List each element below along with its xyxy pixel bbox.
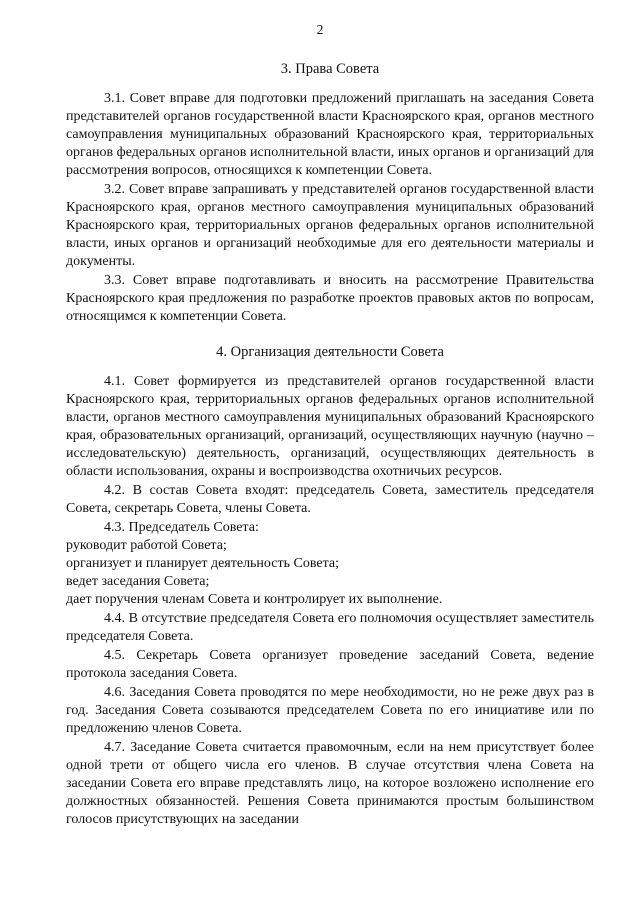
paragraph-4-1: 4.1. Совет формируется из представителей органов государственной власти Красноярского края, территориальных органов федеральных органов исполнительной власти, органов местного самоуправления муниципальных образований Красноярского края, образовательных организаций, организаций, осуществляющих научную (научно – исследовательскую) деятельность, организаций, осуществляющих деятельность в области использования, охраны и воспроизводства охотничьих ресурсов.	[66, 374, 594, 479]
paragraph-4-7: 4.7. Заседание Совета считается правомочным, если на нем присутствует более одной трети от общего числа его членов. В случае отсутствия члена Совета на заседании Совета его вправе представлять лицо, на которое возложено исполнение его должностных обязанностей. Решения Совета принимаются простым большинством голосов присутствующих на заседании	[66, 740, 594, 827]
paragraph-4-5: 4.5. Секретарь Совета организует проведение заседаний Совета, ведение протокола заседания Совета.	[66, 648, 594, 681]
chairman-duty-item: дает поручения членам Совета и контролирует их выполнение.	[66, 592, 443, 607]
paragraph-3-2: 3.2. Совет вправе запрашивать у представителей органов государственной власти Красноярского края, органов местного самоуправления муниципальных образований Красноярского края, территориальных органов федеральных органов исполнительной власти, иных органов и организаций необходимые для его деятельности материалы и документы.	[66, 182, 594, 269]
chairman-duty-item: ведет заседания Совета;	[66, 574, 210, 589]
paragraph-4-4: 4.4. В отсутствие председателя Совета его полномочия осуществляет заместитель председателя Совета.	[66, 611, 594, 644]
page-number: 2	[316, 22, 324, 37]
paragraph-3-3: 3.3. Совет вправе подготавливать и вносить на рассмотрение Правительства Красноярского края предложения по разработке проектов правовых актов по вопросам, относящимся к компетенции Совета.	[66, 273, 594, 324]
chairman-duty-item: организует и планирует деятельность Совета;	[66, 556, 339, 571]
section-3-heading: 3. Права Совета	[280, 61, 380, 77]
chairman-duty-item: руководит работой Совета;	[66, 538, 227, 553]
paragraph-4-3: 4.3. Председатель Совета:	[104, 520, 259, 535]
paragraph-4-6: 4.6. Заседания Совета проводятся по мере необходимости, но не реже двух раз в год. Заседания Совета созываются председателем Совета по его инициативе или по предложению членов Совета.	[66, 685, 594, 736]
section-4-heading: 4. Организация деятельности Совета	[216, 344, 444, 360]
paragraph-3-1: 3.1. Совет вправе для подготовки предложений приглашать на заседания Совета представителей органов государственной власти Красноярского края, органов местного самоуправления муниципальных образований Красноярского края, территориальных органов федеральных органов исполнительной власти, иных органов и организаций для рассмотрения вопросов, относящихся к компетенции Совета.	[66, 91, 594, 178]
paragraph-4-2: 4.2. В состав Совета входят: председатель Совета, заместитель председателя Совета, секретарь Совета, члены Совета.	[66, 483, 594, 516]
document-body	[66, 60, 594, 829]
